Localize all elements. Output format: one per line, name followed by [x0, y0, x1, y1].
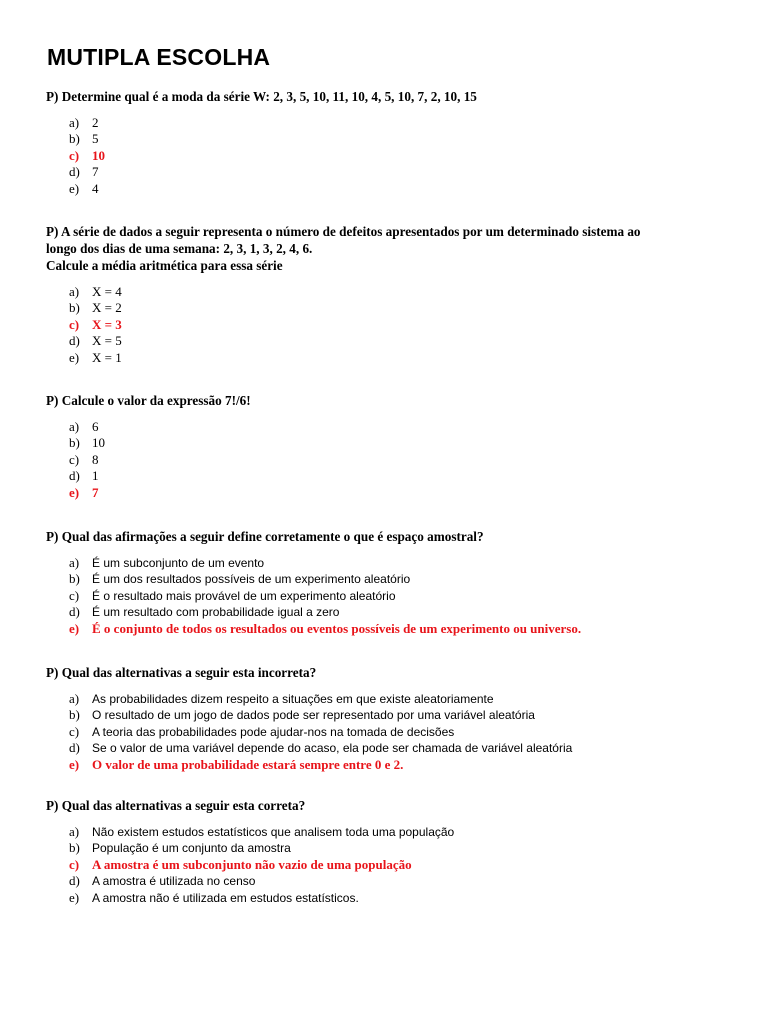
- option-b: b) População é um conjunto da amostra: [69, 840, 291, 856]
- question-5: [46, 664, 726, 773]
- question-text: P) Qual das alternativas a seguir esta incorreta?: [46, 665, 317, 680]
- option-e-correct: e) 7: [69, 484, 99, 500]
- question-6: [46, 797, 726, 906]
- option-a: a) É um subconjunto de um evento: [69, 555, 265, 570]
- question-3: [46, 392, 726, 501]
- option-a: a) 2: [69, 115, 99, 130]
- option-a: a) As probabilidades dizem respeito a situações em que existe aleatoriamente: [69, 691, 494, 706]
- option-c-correct: c) A amostra é um subconjunto não vazio de uma população: [69, 856, 412, 872]
- question-1: [46, 88, 726, 197]
- option-d: d) 7: [69, 164, 99, 180]
- option-b: b) X = 2: [69, 300, 122, 316]
- option-d: d) É um resultado com probabilidade igual a zero: [69, 604, 340, 620]
- option-b: b) 5: [69, 131, 99, 147]
- question-2: [46, 223, 726, 366]
- option-d: d) X = 5: [69, 333, 122, 349]
- question-text: P) Qual das afirmações a seguir define corretamente o que é espaço amostral?: [46, 529, 484, 544]
- option-c: c) A teoria das probabilidades pode ajudar-nos na tomada de decisões: [69, 723, 455, 739]
- option-e-correct: e) O valor de uma probabilidade estará sempre entre 0 e 2.: [69, 756, 404, 772]
- option-c-correct: c) 10: [69, 147, 105, 163]
- options-list: [46, 115, 726, 197]
- option-c: c) 8: [69, 451, 99, 467]
- option-b: b) O resultado de um jogo de dados pode ser representado por uma variável aleatória: [69, 707, 535, 723]
- options-list: [46, 419, 726, 501]
- question-text: P) A série de dados a seguir representa o número de defeitos apresentados por um determinado sistema ao longo dos dias de uma semana: 2, 3, 1, 3, 2, 4, 6. Calcule a média aritmética para essa série: [46, 224, 641, 273]
- option-a: a) Não existem estudos estatísticos que analisem toda uma população: [69, 824, 455, 839]
- page-title: MUTIPLA ESCOLHA: [47, 44, 271, 70]
- option-d: d) Se o valor de uma variável depende do acaso, ela pode ser chamada de variável aleatória: [69, 740, 573, 756]
- options-list: [46, 824, 726, 906]
- option-b: b) É um dos resultados possíveis de um experimento aleatório: [69, 571, 411, 587]
- option-d: d) 1: [69, 468, 99, 484]
- options-list: [46, 284, 726, 366]
- question-text: P) Qual das alternativas a seguir esta correta?: [46, 798, 306, 813]
- option-a: a) 6: [69, 419, 99, 434]
- option-c-correct: c) X = 3: [69, 316, 122, 332]
- option-e: e) 4: [69, 180, 99, 196]
- options-list: [46, 555, 726, 637]
- option-e: e) X = 1: [69, 349, 122, 365]
- options-list: [46, 691, 726, 773]
- question-4: [46, 528, 726, 637]
- option-a: a) X = 4: [69, 284, 122, 299]
- option-b: b) 10: [69, 435, 105, 451]
- option-e-correct: e) É o conjunto de todos os resultados ou eventos possíveis de um experimento ou universo.: [69, 620, 582, 636]
- question-text: P) Calcule o valor da expressão 7!/6!: [46, 393, 251, 408]
- option-d: d) A amostra é utilizada no censo: [69, 873, 256, 889]
- option-e: e) A amostra não é utilizada em estudos estatísticos.: [69, 889, 359, 905]
- option-c: c) É o resultado mais provável de um experimento aleatório: [69, 587, 396, 603]
- question-text: P) Determine qual é a moda da série W: 2, 3, 5, 10, 11, 10, 4, 5, 10, 7, 2, 10, 15: [46, 89, 477, 104]
